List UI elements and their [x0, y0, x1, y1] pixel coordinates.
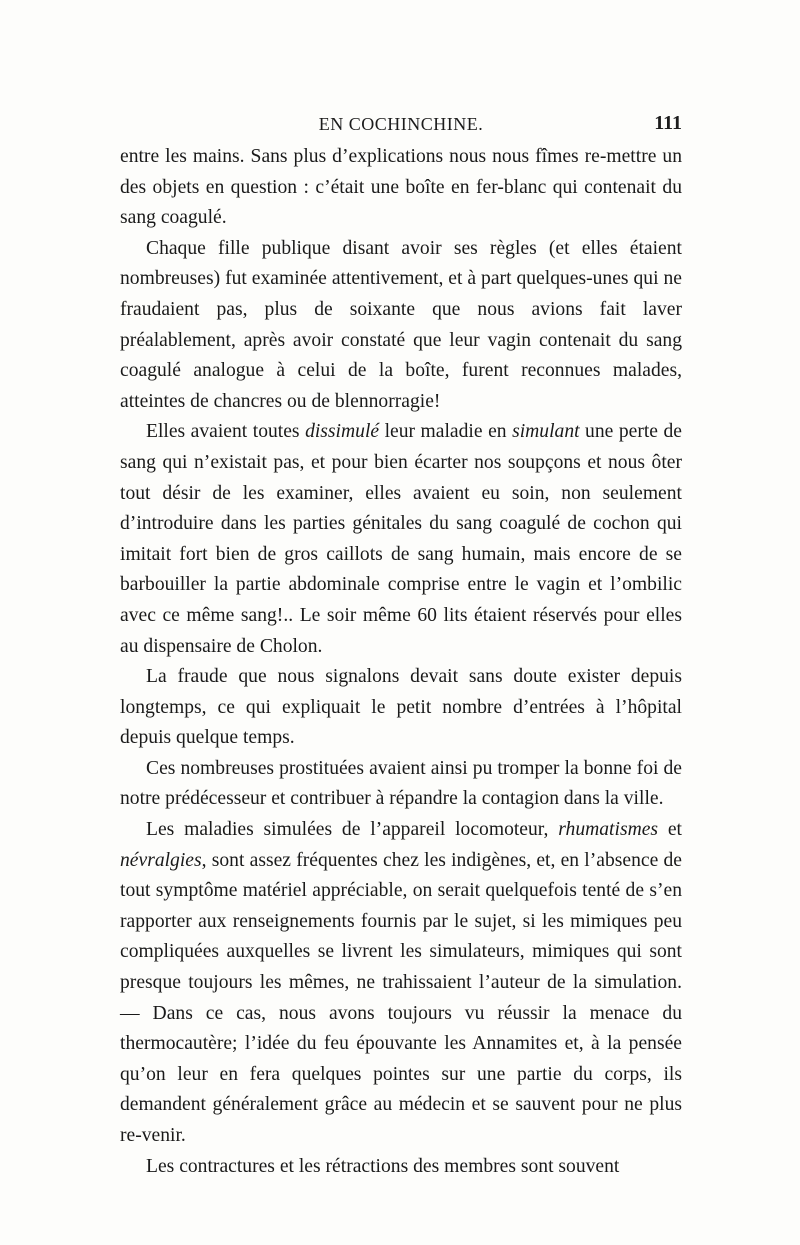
paragraph: [120, 754, 682, 815]
text-segment: Chaque fille publique disant avoir ses règles (et elles étaient nombreuses) fut examinée attentivement, et à part quelques-unes qui ne fraudaient pas, plus de soixante que nous avions fait laver préalablement, après avoir constaté que leur vagin contenait du sang coagulé analogue à celui de la boîte, furent reconnues malades, atteintes de chancres ou de blennorragie!: [120, 237, 682, 412]
page-number: 111: [654, 112, 682, 134]
paragraph: [120, 417, 682, 662]
text-segment: et: [658, 819, 682, 841]
text-segment: Elles avaient toutes: [146, 421, 306, 443]
paragraph: [120, 662, 682, 754]
text-segment: La fraude que nous signalons devait sans doute exister depuis longtemps, ce qui expliquait le petit nombre d’entrées à l’hôpital depuis quelque temps.: [120, 666, 682, 749]
text-segment: , sont assez fréquentes chez les indigènes, et, en l’absence de tout symptôme matériel appréciable, on serait quelquefois tenté de s’en rapporter aux renseignements fournis par le sujet, si les mimiques peu compliquées auxquelles se livrent les simulateurs, mimiques qui sont presque toujours les mêmes, ne trahissaient l’auteur de la simulation. — Dans ce cas, nous avons toujours vu réussir la menace du thermocautère; l’idée du feu épouvante les Annamites et, à la pensée qu’on leur en fera quelques pointes sur une partie du corps, ils demandent généralement grâce au médecin et se sauvent pour ne plus re-venir.: [120, 849, 682, 1146]
italic-term: simulant: [512, 421, 580, 443]
running-head: EN COCHINCHINE.: [318, 114, 484, 134]
paragraph: [120, 234, 682, 418]
page-header: [120, 110, 682, 138]
text-segment: Ces nombreuses prostituées avaient ainsi pu tromper la bonne foi de notre prédécesseur et contribuer à répandre la contagion dans la ville.: [120, 757, 682, 810]
text-segment: une perte de sang qui n’existait pas, et pour bien écarter nos soupçons et nous ôter tout désir de les examiner, elles avaient eu soin, non seulement d’introduire dans les parties génitales du sang coagulé de cochon qui imitait fort bien de gros caillots de sang humain, mais encore de se barbouiller la partie abdominale comprise entre le vagin et l’ombilic avec ce même sang!.. Le soir même 60 lits étaient réservés pour elles au dispensaire de Cholon.: [120, 421, 683, 657]
paragraph: [120, 815, 682, 1152]
paragraph: [120, 1152, 682, 1183]
text-segment: entre les mains. Sans plus d’explications nous nous fîmes re-mettre un des objets en question : c’était une boîte en fer-blanc qui contenait du sang coagulé.: [120, 146, 682, 229]
italic-term: rhumatismes: [558, 819, 659, 841]
paragraph: [120, 142, 682, 234]
italic-term: dissimulé: [305, 421, 380, 443]
text-segment: leur maladie en: [379, 421, 513, 443]
italic-term: névralgies: [120, 849, 202, 871]
text-segment: Les contractures et les rétractions des membres sont souvent: [146, 1155, 620, 1177]
text-segment: Les maladies simulées de l’appareil locomoteur,: [146, 819, 559, 841]
body-text: [120, 142, 682, 1182]
